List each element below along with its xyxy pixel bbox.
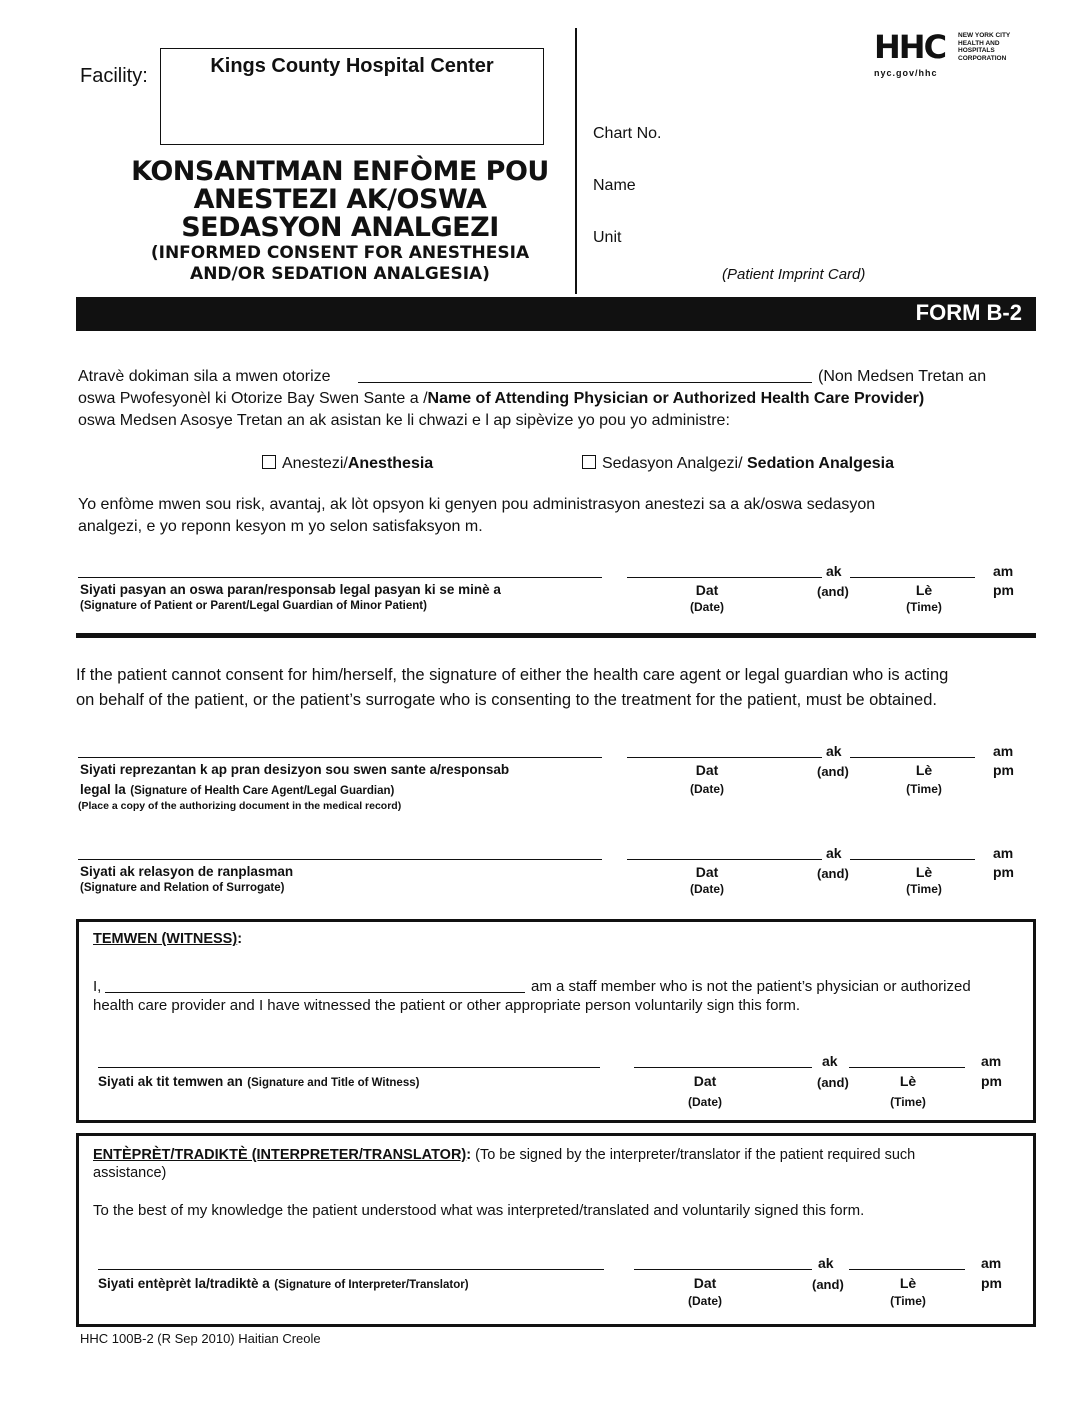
intro-text: Atravè dokiman sila a mwen otorize xyxy=(78,368,331,385)
intro-line-2 xyxy=(78,390,924,408)
le-label: Lè xyxy=(899,1275,917,1291)
time-field[interactable] xyxy=(850,757,975,758)
date-sublabel: (Date) xyxy=(689,882,724,896)
signature-sublabel: (Signature of Health Care Agent/Legal Guardian) xyxy=(130,785,395,797)
pm-label: pm xyxy=(993,864,1014,880)
time-field[interactable] xyxy=(850,577,975,578)
date-sublabel: (Date) xyxy=(689,782,724,796)
date-field[interactable] xyxy=(634,1067,812,1068)
dat-label: Dat xyxy=(695,762,719,778)
title-line: KONSANTMAN ENFÒME POU xyxy=(131,156,549,187)
hhc-logo-url: nyc.gov/hhc xyxy=(874,68,938,78)
interpreter-heading-colon: : xyxy=(466,1147,472,1163)
ak-label: ak xyxy=(826,563,842,579)
dat-label: Dat xyxy=(695,582,719,598)
signature-sublabel: (Signature of Interpreter/Translator) xyxy=(274,1279,469,1291)
dat-label: Dat xyxy=(693,1073,717,1089)
anesthesia-checkbox[interactable] xyxy=(262,455,276,469)
and-label: (and) xyxy=(817,764,849,779)
intro-text: (Non Medsen Tretan an xyxy=(818,368,987,385)
interpreter-note: assistance) xyxy=(93,1165,167,1181)
ak-label: ak xyxy=(826,845,842,861)
witness-statement: am a staff member who is not the patient’s physician or authorized xyxy=(531,978,971,995)
option-anesthesia[interactable] xyxy=(262,455,433,473)
intro-line-1 xyxy=(78,368,331,386)
hhc-logo-line: HEALTH AND xyxy=(958,39,1000,47)
time-field[interactable] xyxy=(849,1067,965,1068)
hhc-logo-mark: HHC xyxy=(874,28,946,66)
witness-heading-colon: : xyxy=(237,931,243,947)
signature-label: Siyati entèprèt la/tradiktè a xyxy=(98,1276,270,1291)
interpreter-heading-text: ENTÈPRÈT/TRADIKTÈ (INTERPRETER/TRANSLATOR) xyxy=(93,1147,467,1163)
witness-signature-field[interactable] xyxy=(98,1067,600,1068)
le-label: Lè xyxy=(915,762,933,778)
hhc-logo-line: CORPORATION xyxy=(958,54,1007,62)
agent-signature-field[interactable] xyxy=(78,757,602,758)
date-field[interactable] xyxy=(627,859,822,860)
pm-label: pm xyxy=(993,762,1014,778)
title-line: SEDASYON ANALGEZI xyxy=(181,212,499,243)
date-field[interactable] xyxy=(634,1269,812,1270)
facility-name: Kings County Hospital Center xyxy=(210,55,494,77)
signature-sublabel: (Signature and Title of Witness) xyxy=(247,1077,420,1089)
le-label: Lè xyxy=(915,582,933,598)
time-sublabel: (Time) xyxy=(906,882,942,896)
surrogate-signature-field[interactable] xyxy=(78,859,602,860)
time-sublabel: (Time) xyxy=(890,1095,926,1109)
interpreter-statement: To the best of my knowledge the patient understood what was interpreted/translated and voluntarily signed this form. xyxy=(93,1202,865,1219)
date-field[interactable] xyxy=(627,577,822,578)
pm-label: pm xyxy=(981,1275,1002,1291)
signature-sublabel: (Signature of Patient or Parent/Legal Guardian of Minor Patient) xyxy=(80,600,427,612)
option-label: Anestezi/ xyxy=(282,455,348,472)
facility-box xyxy=(160,48,544,145)
witness-i: I, xyxy=(93,978,102,995)
am-label: am xyxy=(981,1255,1002,1271)
dat-label: Dat xyxy=(693,1275,717,1291)
intro-text: oswa Pwofesyonèl ki Otorize Bay Swen Sante a / xyxy=(78,390,428,407)
form-title xyxy=(80,158,600,285)
option-label: Sedasyon Analgezi/ xyxy=(602,455,747,472)
title-line: ANESTEZI AK/OSWA xyxy=(193,184,487,215)
option-label-bold: Sedation Analgesia xyxy=(747,455,894,472)
date-sublabel: (Date) xyxy=(689,600,724,614)
am-label: am xyxy=(993,845,1014,861)
understanding-text: analgezi, e yo reponn kesyon m yo selon satisfaksyon m. xyxy=(78,518,483,535)
dat-label: Dat xyxy=(695,864,719,880)
time-field[interactable] xyxy=(849,1269,965,1270)
witness-heading xyxy=(93,931,242,947)
title-subline: AND/OR SEDATION ANALGESIA) xyxy=(190,264,490,284)
form-banner xyxy=(76,297,1036,331)
time-field[interactable] xyxy=(850,859,975,860)
signature-label-line-2 xyxy=(80,781,394,799)
intro-text: oswa Medsen Asosye Tretan an ak asistan ke li chwazi e l ap sipèvize yo pou yo administre: xyxy=(78,412,730,429)
and-label: (and) xyxy=(812,1277,844,1292)
witness-heading-text: TEMWEN (WITNESS) xyxy=(93,931,238,947)
witness-name-field[interactable] xyxy=(105,992,525,993)
pm-label: pm xyxy=(993,582,1014,598)
authorizing-document-note: (Place a copy of the authorizing document in the medical record) xyxy=(78,800,402,812)
interpreter-signature-label xyxy=(98,1275,469,1293)
pm-label: pm xyxy=(981,1073,1002,1089)
time-sublabel: (Time) xyxy=(906,782,942,796)
proxy-note: on behalf of the patient, or the patient’s surrogate who is consenting to the treatment for the patient, must be obtained. xyxy=(76,691,937,709)
date-field[interactable] xyxy=(627,757,822,758)
facility-label: Facility: xyxy=(80,65,148,87)
le-label: Lè xyxy=(915,864,933,880)
interpreter-signature-field[interactable] xyxy=(98,1269,604,1270)
form-banner-text: FORM B-2 xyxy=(915,300,1022,325)
hhc-logo xyxy=(874,30,1024,82)
and-label: (and) xyxy=(817,1075,849,1090)
date-sublabel: (Date) xyxy=(687,1294,722,1308)
signature-label: Siyati reprezantan k ap pran desizyon sou swen sante a/responsab xyxy=(80,762,510,777)
patient-signature-field[interactable] xyxy=(78,577,602,578)
ak-label: ak xyxy=(818,1255,834,1271)
signature-label: Siyati pasyan an oswa paran/responsab legal pasyan ki se minè a xyxy=(80,582,501,597)
form-footer-code: HHC 100B-2 (R Sep 2010) Haitian Creole xyxy=(80,1331,321,1346)
witness-box xyxy=(76,919,1036,1123)
signature-label: Siyati ak relasyon de ranplasman xyxy=(80,864,294,879)
am-label: am xyxy=(981,1053,1002,1069)
sedation-checkbox[interactable] xyxy=(582,455,596,469)
intro-text-bold: Name of Attending Physician or Authorized Health Care Provider) xyxy=(427,390,925,407)
section-divider xyxy=(76,633,1036,638)
signature-sublabel: (Signature and Relation of Surrogate) xyxy=(80,882,285,894)
ak-label: ak xyxy=(826,743,842,759)
physician-name-field[interactable] xyxy=(358,382,812,383)
option-label-bold: Anesthesia xyxy=(347,455,434,472)
am-label: am xyxy=(993,743,1014,759)
chart-no-label: Chart No. xyxy=(593,125,662,142)
hhc-logo-line: HOSPITALS xyxy=(958,47,995,54)
patient-imprint-caption: (Patient Imprint Card) xyxy=(722,266,866,283)
time-sublabel: (Time) xyxy=(906,600,942,614)
signature-label: legal la xyxy=(80,782,126,797)
le-label: Lè xyxy=(899,1073,917,1089)
and-label: (and) xyxy=(817,584,849,599)
am-label: am xyxy=(993,563,1014,579)
hhc-logo-line: NEW YORK CITY xyxy=(958,32,1011,39)
interpreter-heading xyxy=(93,1147,915,1163)
date-sublabel: (Date) xyxy=(687,1095,722,1109)
proxy-note: If the patient cannot consent for him/herself, the signature of either the health care agent or legal guardian who is acting xyxy=(76,666,949,684)
witness-signature-label xyxy=(98,1073,419,1091)
time-sublabel: (Time) xyxy=(890,1294,926,1308)
signature-label: Siyati ak tit temwen an xyxy=(98,1074,243,1089)
option-sedation[interactable] xyxy=(582,455,894,473)
witness-statement: health care provider and I have witnessed the patient or other appropriate person voluntarily sign this form. xyxy=(93,997,801,1014)
and-label: (and) xyxy=(817,866,849,881)
unit-label: Unit xyxy=(593,229,622,246)
title-subline: (INFORMED CONSENT FOR ANESTHESIA xyxy=(150,243,530,263)
name-label: Name xyxy=(593,177,636,194)
ak-label: ak xyxy=(822,1053,838,1069)
interpreter-note: (To be signed by the interpreter/translator if the patient required such xyxy=(471,1147,916,1163)
understanding-text: Yo enfòme mwen sou risk, avantaj, ak lòt opsyon ki genyen pou administrasyon anestezi sa a ak/oswa sedasyon xyxy=(78,496,876,513)
